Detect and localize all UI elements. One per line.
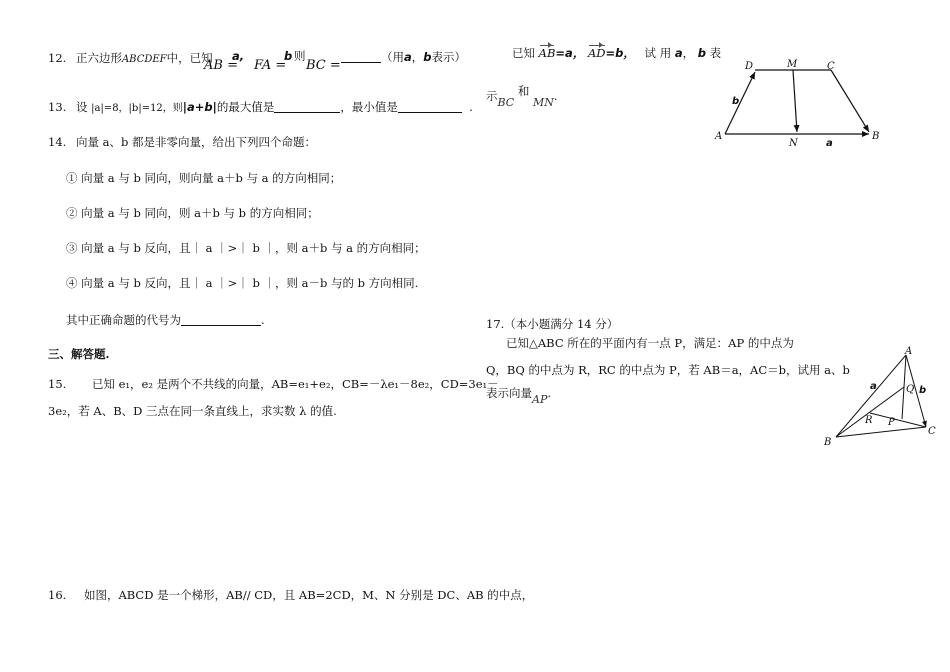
- q16-line2: [512, 45, 721, 61]
- q12-text: 正六边形: [75, 51, 122, 65]
- question-16-line1: [48, 587, 533, 603]
- q13-text3: ，最小值是: [340, 100, 398, 114]
- q16-vec-ab: AB: [538, 46, 556, 60]
- q13-end: .: [469, 100, 473, 114]
- label-a: A: [715, 131, 723, 142]
- q17-line1: 已知△ABC 所在的平面内有一点 P，满足：AP 的中点为: [506, 336, 794, 350]
- label-vec-a: a: [826, 138, 833, 149]
- q14-number: 14.: [48, 135, 67, 149]
- label-A: A: [905, 346, 913, 357]
- vector-ad: [725, 72, 755, 134]
- q12-vec-fa: FA =: [254, 58, 287, 73]
- label-vec-b: b: [919, 385, 927, 396]
- q16-express: 表: [709, 46, 722, 60]
- q12-suffix-b: b: [423, 50, 432, 64]
- q16-letter-b: b: [697, 46, 707, 60]
- triangle-figure: [820, 345, 938, 449]
- vector-mn: [793, 70, 797, 132]
- q14-answer: [66, 312, 265, 328]
- q17-period: .: [547, 386, 552, 400]
- label-n: N: [789, 138, 798, 149]
- vector-cb: [831, 70, 869, 132]
- q16-eq-a: =a，: [555, 46, 585, 60]
- label-m: M: [787, 59, 798, 70]
- q12-suffix-close: 表示）: [431, 50, 466, 64]
- q14-end: .: [261, 313, 265, 327]
- q12-vec-ab: AB =: [204, 58, 238, 73]
- q16-eq-b: =b，: [605, 46, 635, 60]
- question-14-intro: [48, 134, 316, 150]
- trapezoid-figure: [705, 52, 885, 152]
- q13-blank-max[interactable]: [274, 100, 340, 113]
- label-c: C: [827, 61, 835, 72]
- label-vec-a: a: [870, 381, 877, 392]
- label-b: B: [872, 131, 880, 142]
- q16-line3: [486, 83, 558, 111]
- q16-try: 试 用: [644, 46, 672, 60]
- q16-show: 示: [486, 89, 498, 103]
- q16-number: 16.: [48, 588, 67, 602]
- section-heading: 三、解答题.: [48, 347, 110, 361]
- q16-period: .: [553, 89, 558, 103]
- q13-condition: |a|=8，|b|=12，则: [91, 103, 183, 114]
- q14-item-4: ④ 向量 a 与 b 反向，且｜ a ｜>｜ b ｜，则 a－b 与的 b 方向相同.: [66, 276, 419, 290]
- label-Q: Q: [906, 384, 915, 395]
- q14-item-1: ① 向量 a 与 b 同向，则向量 a＋b 与 a 的方向相同；: [66, 171, 342, 185]
- segment-bq: [836, 387, 904, 437]
- q16-vec-mn: MN: [533, 96, 554, 109]
- q16-text-1: 如图，ABCD 是一个梯形，AB// CD，且 AB=2CD，M、N 分别是 DC、AB 的中点，: [83, 588, 534, 602]
- q17-line3: [486, 385, 551, 408]
- question-15-line1: [48, 376, 499, 392]
- q17-express: 表示向量: [486, 386, 532, 400]
- q12-b: b: [284, 49, 293, 63]
- q12-a: a,: [232, 49, 245, 63]
- q13-number: 13.: [48, 100, 67, 114]
- side-bc: [836, 427, 926, 437]
- q16-given: 已知: [512, 46, 535, 60]
- q14-item-2: ② 向量 a 与 b 同向，则 a＋b 与 b 的方向相同；: [66, 206, 319, 220]
- q14-answer-prompt: 其中正确命题的代号为: [66, 313, 181, 327]
- q12-text2: 中，已知: [166, 51, 213, 65]
- q13-text2: 的最大值是: [216, 100, 275, 114]
- q17-line2: Q，BQ 的中点为 R，RC 的中点为 P，若 AB＝a，AC＝b，试用 a、b: [486, 363, 850, 377]
- q13-blank-min[interactable]: [398, 100, 462, 113]
- q12-shape: ABCDEF: [121, 54, 167, 65]
- q15-number: 15.: [48, 377, 67, 391]
- label-P: P: [888, 417, 895, 428]
- q12-vec-bc: BC =: [306, 58, 341, 73]
- label-vec-b: b: [732, 96, 740, 107]
- label-B: B: [824, 437, 832, 448]
- q17-header: 17.（本小题满分 14 分）: [486, 317, 619, 331]
- q12-answer-line: （用a，b表示）: [341, 49, 466, 65]
- q14-blank[interactable]: [181, 313, 261, 326]
- question-12: [48, 50, 213, 68]
- q12-then: 则: [294, 49, 306, 63]
- q12-suffix-a: a: [404, 50, 412, 64]
- q13-expr: |a+b|: [182, 100, 217, 114]
- q16-vec-ad: AD: [587, 46, 606, 60]
- q12-suffix-open: （用: [381, 50, 404, 64]
- q17-vec-ap: AP: [532, 393, 548, 406]
- q16-and: 和: [517, 84, 530, 98]
- q15-text-1: 已知 e₁，e₂ 是两个不共线的向量，AB=e₁+e₂，CB=－λe₁－8e₂，CD=3e₁－: [91, 377, 499, 391]
- q14-item-3: ③ 向量 a 与 b 反向，且｜ a ｜>｜ b ｜，则 a＋b 与 a 的方向相同；: [66, 241, 426, 255]
- question-13: [48, 99, 473, 117]
- segment-rc: [870, 413, 926, 427]
- label-R: R: [865, 415, 873, 426]
- label-C: C: [928, 426, 936, 437]
- label-d: D: [745, 61, 754, 72]
- q16-letter-a: a: [674, 46, 683, 60]
- q13-text: 设: [75, 100, 88, 114]
- q16-comma: ，: [682, 46, 695, 60]
- q12-number: 12.: [48, 51, 67, 65]
- q14-intro: 向量 a、b 都是非零向量，给出下列四个命题：: [75, 135, 316, 149]
- q12-blank[interactable]: [341, 50, 381, 63]
- question-15-line2: 3e₂，若 A、B、D 三点在同一条直线上，求实数 λ 的值.: [48, 404, 337, 418]
- q16-vec-bc: BC: [497, 96, 515, 109]
